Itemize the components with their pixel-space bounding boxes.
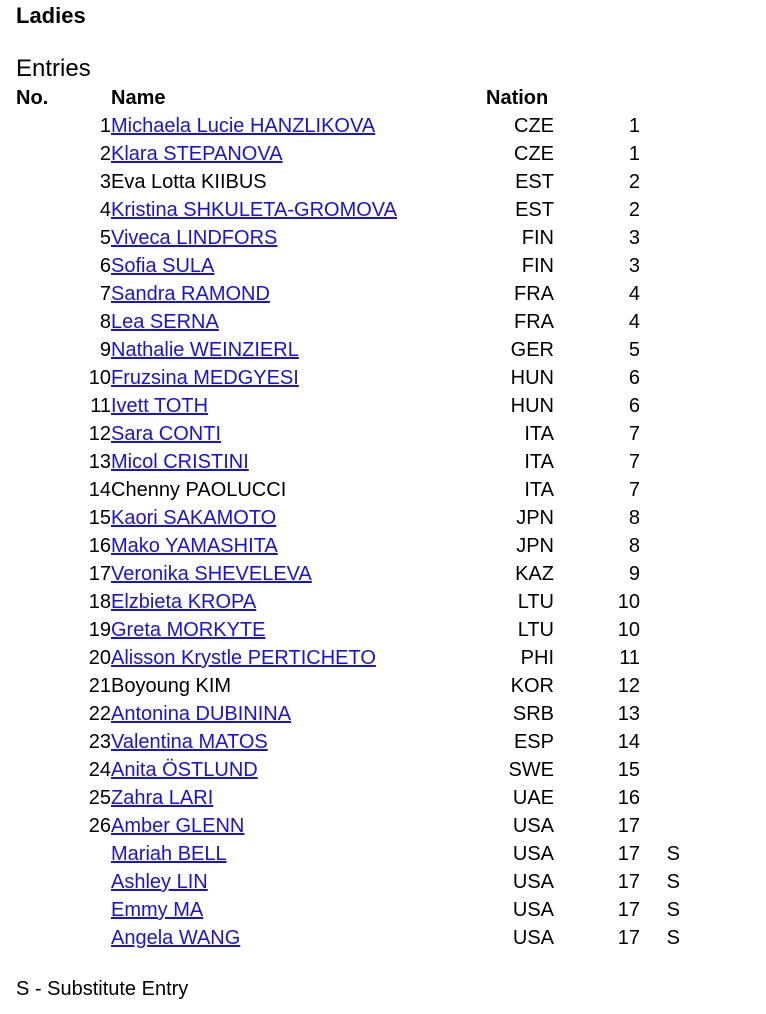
entry-nation: HUN bbox=[510, 367, 554, 389]
entry-number bbox=[16, 868, 111, 896]
entry-group: 5 bbox=[628, 339, 640, 361]
entry-group: 14 bbox=[617, 731, 640, 753]
entry-nation: USA bbox=[512, 871, 554, 893]
skater-name-link[interactable]: Mariah BELL bbox=[111, 843, 227, 865]
entry-nation: ESP bbox=[513, 731, 554, 753]
table-row bbox=[16, 868, 680, 896]
entry-substitute-flag bbox=[640, 504, 680, 532]
table-row bbox=[16, 476, 680, 504]
entry-group: 7 bbox=[628, 451, 640, 473]
entry-name-cell bbox=[111, 868, 486, 896]
entry-substitute-flag bbox=[640, 532, 680, 560]
entry-substitute-flag bbox=[640, 616, 680, 644]
entry-number: 9 bbox=[99, 339, 111, 361]
entry-number: 15 bbox=[88, 507, 111, 529]
header-substitute bbox=[640, 84, 680, 112]
entry-substitute-flag bbox=[640, 280, 680, 308]
header-no: No. bbox=[16, 87, 49, 109]
table-row bbox=[16, 616, 680, 644]
skater-name-link[interactable]: Michaela Lucie HANZLIKOVA bbox=[111, 115, 376, 137]
entry-number: 22 bbox=[88, 703, 111, 725]
entry-substitute-flag bbox=[640, 588, 680, 616]
table-row bbox=[16, 756, 680, 784]
entry-name-cell bbox=[111, 504, 486, 532]
entry-substitute-flag bbox=[640, 336, 680, 364]
table-row bbox=[16, 420, 680, 448]
entry-number: 21 bbox=[88, 675, 111, 697]
entry-nation: JPN bbox=[516, 507, 554, 529]
entry-substitute-flag bbox=[640, 224, 680, 252]
skater-name-link[interactable]: Anita ÖSTLUND bbox=[111, 759, 258, 781]
entry-group: 9 bbox=[628, 563, 640, 585]
entry-name-cell bbox=[111, 112, 486, 140]
skater-name-link[interactable]: Viveca LINDFORS bbox=[111, 227, 278, 249]
entry-nation: EST bbox=[515, 171, 554, 193]
entry-number: 11 bbox=[90, 395, 111, 417]
entry-name-cell bbox=[111, 672, 486, 700]
entry-nation: ITA bbox=[524, 451, 554, 473]
table-row bbox=[16, 364, 680, 392]
entry-number: 20 bbox=[88, 647, 111, 669]
skater-name-link[interactable]: Ivett TOTH bbox=[111, 395, 209, 417]
entry-number bbox=[16, 840, 111, 868]
table-row bbox=[16, 644, 680, 672]
skater-name-link[interactable]: Mako YAMASHITA bbox=[111, 535, 278, 557]
skater-name-link[interactable]: Ashley LIN bbox=[111, 871, 208, 893]
entry-substitute-flag bbox=[640, 392, 680, 420]
entry-substitute-flag bbox=[640, 252, 680, 280]
entry-number: 12 bbox=[88, 423, 111, 445]
entry-number: 19 bbox=[88, 619, 111, 641]
entry-number bbox=[16, 924, 111, 952]
entry-group: 1 bbox=[628, 115, 640, 137]
skater-name-link[interactable]: Fruzsina MEDGYESI bbox=[111, 367, 299, 389]
skater-name-link[interactable]: Amber GLENN bbox=[111, 815, 245, 837]
table-row bbox=[16, 924, 680, 952]
entry-group: 3 bbox=[628, 255, 640, 277]
entry-substitute-flag bbox=[640, 308, 680, 336]
entry-name-cell bbox=[111, 840, 486, 868]
table-row bbox=[16, 168, 680, 196]
entry-group: 4 bbox=[628, 311, 640, 333]
entry-name-cell bbox=[111, 924, 486, 952]
entry-substitute-flag: S bbox=[666, 843, 680, 865]
entry-substitute-flag bbox=[640, 196, 680, 224]
skater-name: Boyoung KIM bbox=[111, 675, 232, 697]
entry-substitute-flag bbox=[640, 672, 680, 700]
table-row bbox=[16, 700, 680, 728]
table-row bbox=[16, 672, 680, 700]
entry-nation: USA bbox=[512, 927, 554, 949]
entry-name-cell bbox=[111, 420, 486, 448]
entry-name-cell bbox=[111, 728, 486, 756]
entry-number: 6 bbox=[99, 255, 111, 277]
table-row bbox=[16, 728, 680, 756]
skater-name: Chenny PAOLUCCI bbox=[111, 479, 287, 501]
entry-name-cell bbox=[111, 812, 486, 840]
table-row bbox=[16, 392, 680, 420]
table-row bbox=[16, 812, 680, 840]
entry-substitute-flag bbox=[640, 364, 680, 392]
entry-number: 24 bbox=[88, 759, 111, 781]
entry-nation: HUN bbox=[510, 395, 554, 417]
skater-name: Eva Lotta KIIBUS bbox=[111, 171, 267, 193]
entry-group: 2 bbox=[628, 171, 640, 193]
entry-nation: LTU bbox=[517, 619, 554, 641]
entry-nation: USA bbox=[512, 815, 554, 837]
entry-group: 17 bbox=[617, 899, 640, 921]
entry-name-cell bbox=[111, 700, 486, 728]
entry-number: 25 bbox=[88, 787, 111, 809]
entry-number: 5 bbox=[99, 227, 111, 249]
table-row bbox=[16, 532, 680, 560]
entry-substitute-flag bbox=[640, 728, 680, 756]
table-row bbox=[16, 140, 680, 168]
skater-name-link[interactable]: Greta MORKYTE bbox=[111, 619, 266, 641]
entry-name-cell bbox=[111, 448, 486, 476]
entries-table bbox=[16, 84, 680, 952]
entry-name-cell bbox=[111, 560, 486, 588]
entry-name-cell bbox=[111, 364, 486, 392]
entry-name-cell bbox=[111, 336, 486, 364]
entry-name-cell bbox=[111, 644, 486, 672]
entry-substitute-flag bbox=[640, 112, 680, 140]
entry-substitute-flag bbox=[640, 140, 680, 168]
entry-group: 7 bbox=[628, 423, 640, 445]
entry-group: 17 bbox=[617, 843, 640, 865]
skater-name-link[interactable]: Elzbieta KROPA bbox=[111, 591, 257, 613]
entry-nation: CZE bbox=[514, 143, 554, 165]
table-row bbox=[16, 196, 680, 224]
entry-nation: JPN bbox=[516, 535, 554, 557]
entry-name-cell bbox=[111, 280, 486, 308]
entry-name-cell bbox=[111, 224, 486, 252]
entry-group: 8 bbox=[628, 535, 640, 557]
table-row bbox=[16, 112, 680, 140]
entry-nation: SRB bbox=[512, 703, 554, 725]
entry-group: 17 bbox=[617, 815, 640, 837]
section-heading-entries: Entries bbox=[16, 55, 91, 82]
skater-name-link[interactable]: Klara STEPANOVA bbox=[111, 143, 283, 165]
skater-name-link[interactable]: Antonina DUBININA bbox=[111, 703, 292, 725]
entry-group: 16 bbox=[617, 787, 640, 809]
entry-group: 4 bbox=[628, 283, 640, 305]
entry-number: 1 bbox=[99, 115, 111, 137]
entry-name-cell bbox=[111, 588, 486, 616]
table-row bbox=[16, 504, 680, 532]
entry-nation: PHI bbox=[520, 647, 554, 669]
entry-group: 2 bbox=[628, 199, 640, 221]
table-row bbox=[16, 896, 680, 924]
entry-number: 13 bbox=[88, 451, 111, 473]
page-title: Ladies bbox=[16, 3, 86, 28]
entry-substitute-flag bbox=[640, 700, 680, 728]
entry-group: 12 bbox=[617, 675, 640, 697]
table-row bbox=[16, 280, 680, 308]
header-name: Name bbox=[111, 87, 166, 109]
skater-name-link[interactable]: Valentina MATOS bbox=[111, 731, 268, 753]
entry-substitute-flag bbox=[640, 812, 680, 840]
table-header-row bbox=[16, 84, 680, 112]
entry-nation: USA bbox=[512, 899, 554, 921]
entry-group: 6 bbox=[628, 395, 640, 417]
entry-substitute-flag: S bbox=[666, 899, 680, 921]
entry-name-cell bbox=[111, 756, 486, 784]
entry-group: 6 bbox=[628, 367, 640, 389]
entry-nation: FIN bbox=[521, 227, 554, 249]
entry-nation: CZE bbox=[514, 115, 554, 137]
table-row bbox=[16, 448, 680, 476]
entry-substitute-flag bbox=[640, 756, 680, 784]
footnote-legend: S - Substitute Entry bbox=[16, 978, 189, 1000]
table-row bbox=[16, 252, 680, 280]
entry-nation: EST bbox=[515, 199, 554, 221]
entry-group: 15 bbox=[617, 759, 640, 781]
entry-substitute-flag bbox=[640, 448, 680, 476]
entry-number: 10 bbox=[88, 367, 111, 389]
entry-nation: GER bbox=[510, 339, 554, 361]
entry-group: 3 bbox=[628, 227, 640, 249]
entry-nation: ITA bbox=[524, 423, 554, 445]
entry-substitute-flag bbox=[640, 644, 680, 672]
skater-name-link[interactable]: Zahra LARI bbox=[111, 787, 214, 809]
skater-name-link[interactable]: Nathalie WEINZIERL bbox=[111, 339, 299, 361]
entry-group: 10 bbox=[617, 619, 640, 641]
entry-group: 1 bbox=[628, 143, 640, 165]
entry-group: 17 bbox=[617, 927, 640, 949]
entry-nation: FRA bbox=[514, 311, 554, 333]
skater-name-link[interactable]: Alisson Krystle PERTICHETO bbox=[111, 647, 376, 669]
skater-name-link[interactable]: Sofia SULA bbox=[111, 255, 215, 277]
entry-nation: USA bbox=[512, 843, 554, 865]
entry-nation: FRA bbox=[514, 283, 554, 305]
skater-name-link[interactable]: Sandra RAMOND bbox=[111, 283, 270, 305]
entry-nation: KOR bbox=[510, 675, 554, 697]
entry-group: 8 bbox=[628, 507, 640, 529]
entry-number: 16 bbox=[88, 535, 111, 557]
entry-group: 17 bbox=[617, 871, 640, 893]
entry-name-cell bbox=[111, 392, 486, 420]
entry-group: 11 bbox=[619, 647, 640, 669]
table-row bbox=[16, 840, 680, 868]
entry-name-cell bbox=[111, 616, 486, 644]
entry-name-cell bbox=[111, 308, 486, 336]
header-nation: Nation bbox=[486, 87, 549, 109]
entry-name-cell bbox=[111, 168, 486, 196]
entry-number bbox=[16, 896, 111, 924]
table-row bbox=[16, 560, 680, 588]
entry-name-cell bbox=[111, 532, 486, 560]
table-row bbox=[16, 224, 680, 252]
entry-substitute-flag bbox=[640, 560, 680, 588]
skater-name-link[interactable]: Kristina SHKULETA-GROMOVA bbox=[111, 199, 397, 221]
entry-substitute-flag: S bbox=[666, 927, 680, 949]
entry-group: 13 bbox=[617, 703, 640, 725]
skater-name-link[interactable]: Lea SERNA bbox=[111, 311, 219, 333]
entry-name-cell bbox=[111, 476, 486, 504]
entry-nation: UAE bbox=[512, 787, 554, 809]
entries-body bbox=[16, 112, 680, 952]
entry-number: 4 bbox=[99, 199, 111, 221]
entry-number: 18 bbox=[88, 591, 111, 613]
entry-nation: FIN bbox=[521, 255, 554, 277]
entry-number: 23 bbox=[88, 731, 111, 753]
skater-name-link[interactable]: Veronika SHEVELEVA bbox=[111, 563, 312, 585]
header-group bbox=[554, 84, 640, 112]
table-row bbox=[16, 308, 680, 336]
table-row bbox=[16, 588, 680, 616]
entry-number: 14 bbox=[88, 479, 111, 501]
entry-name-cell bbox=[111, 896, 486, 924]
entry-substitute-flag: S bbox=[666, 871, 680, 893]
entry-number: 3 bbox=[99, 171, 111, 193]
entry-name-cell bbox=[111, 140, 486, 168]
entry-nation: SWE bbox=[508, 759, 554, 781]
entry-name-cell bbox=[111, 784, 486, 812]
entry-number: 17 bbox=[88, 563, 111, 585]
entry-number: 26 bbox=[88, 815, 111, 837]
entry-substitute-flag bbox=[640, 784, 680, 812]
entry-number: 7 bbox=[99, 283, 111, 305]
entry-name-cell bbox=[111, 196, 486, 224]
entry-substitute-flag bbox=[640, 420, 680, 448]
entry-number: 8 bbox=[99, 311, 111, 333]
skater-name-link[interactable]: Angela WANG bbox=[111, 927, 241, 949]
skater-name-link[interactable]: Kaori SAKAMOTO bbox=[111, 507, 277, 529]
table-row bbox=[16, 336, 680, 364]
entry-number: 2 bbox=[99, 143, 111, 165]
skater-name-link[interactable]: Emmy MA bbox=[111, 899, 204, 921]
table-row bbox=[16, 784, 680, 812]
entry-group: 10 bbox=[617, 591, 640, 613]
entry-group: 7 bbox=[628, 479, 640, 501]
skater-name-link[interactable]: Sara CONTI bbox=[111, 423, 222, 445]
entry-nation: KAZ bbox=[515, 563, 554, 585]
entry-substitute-flag bbox=[640, 476, 680, 504]
skater-name-link[interactable]: Micol CRISTINI bbox=[111, 451, 249, 473]
entry-nation: ITA bbox=[524, 479, 554, 501]
entry-name-cell bbox=[111, 252, 486, 280]
entry-nation: LTU bbox=[517, 591, 554, 613]
entry-substitute-flag bbox=[640, 168, 680, 196]
